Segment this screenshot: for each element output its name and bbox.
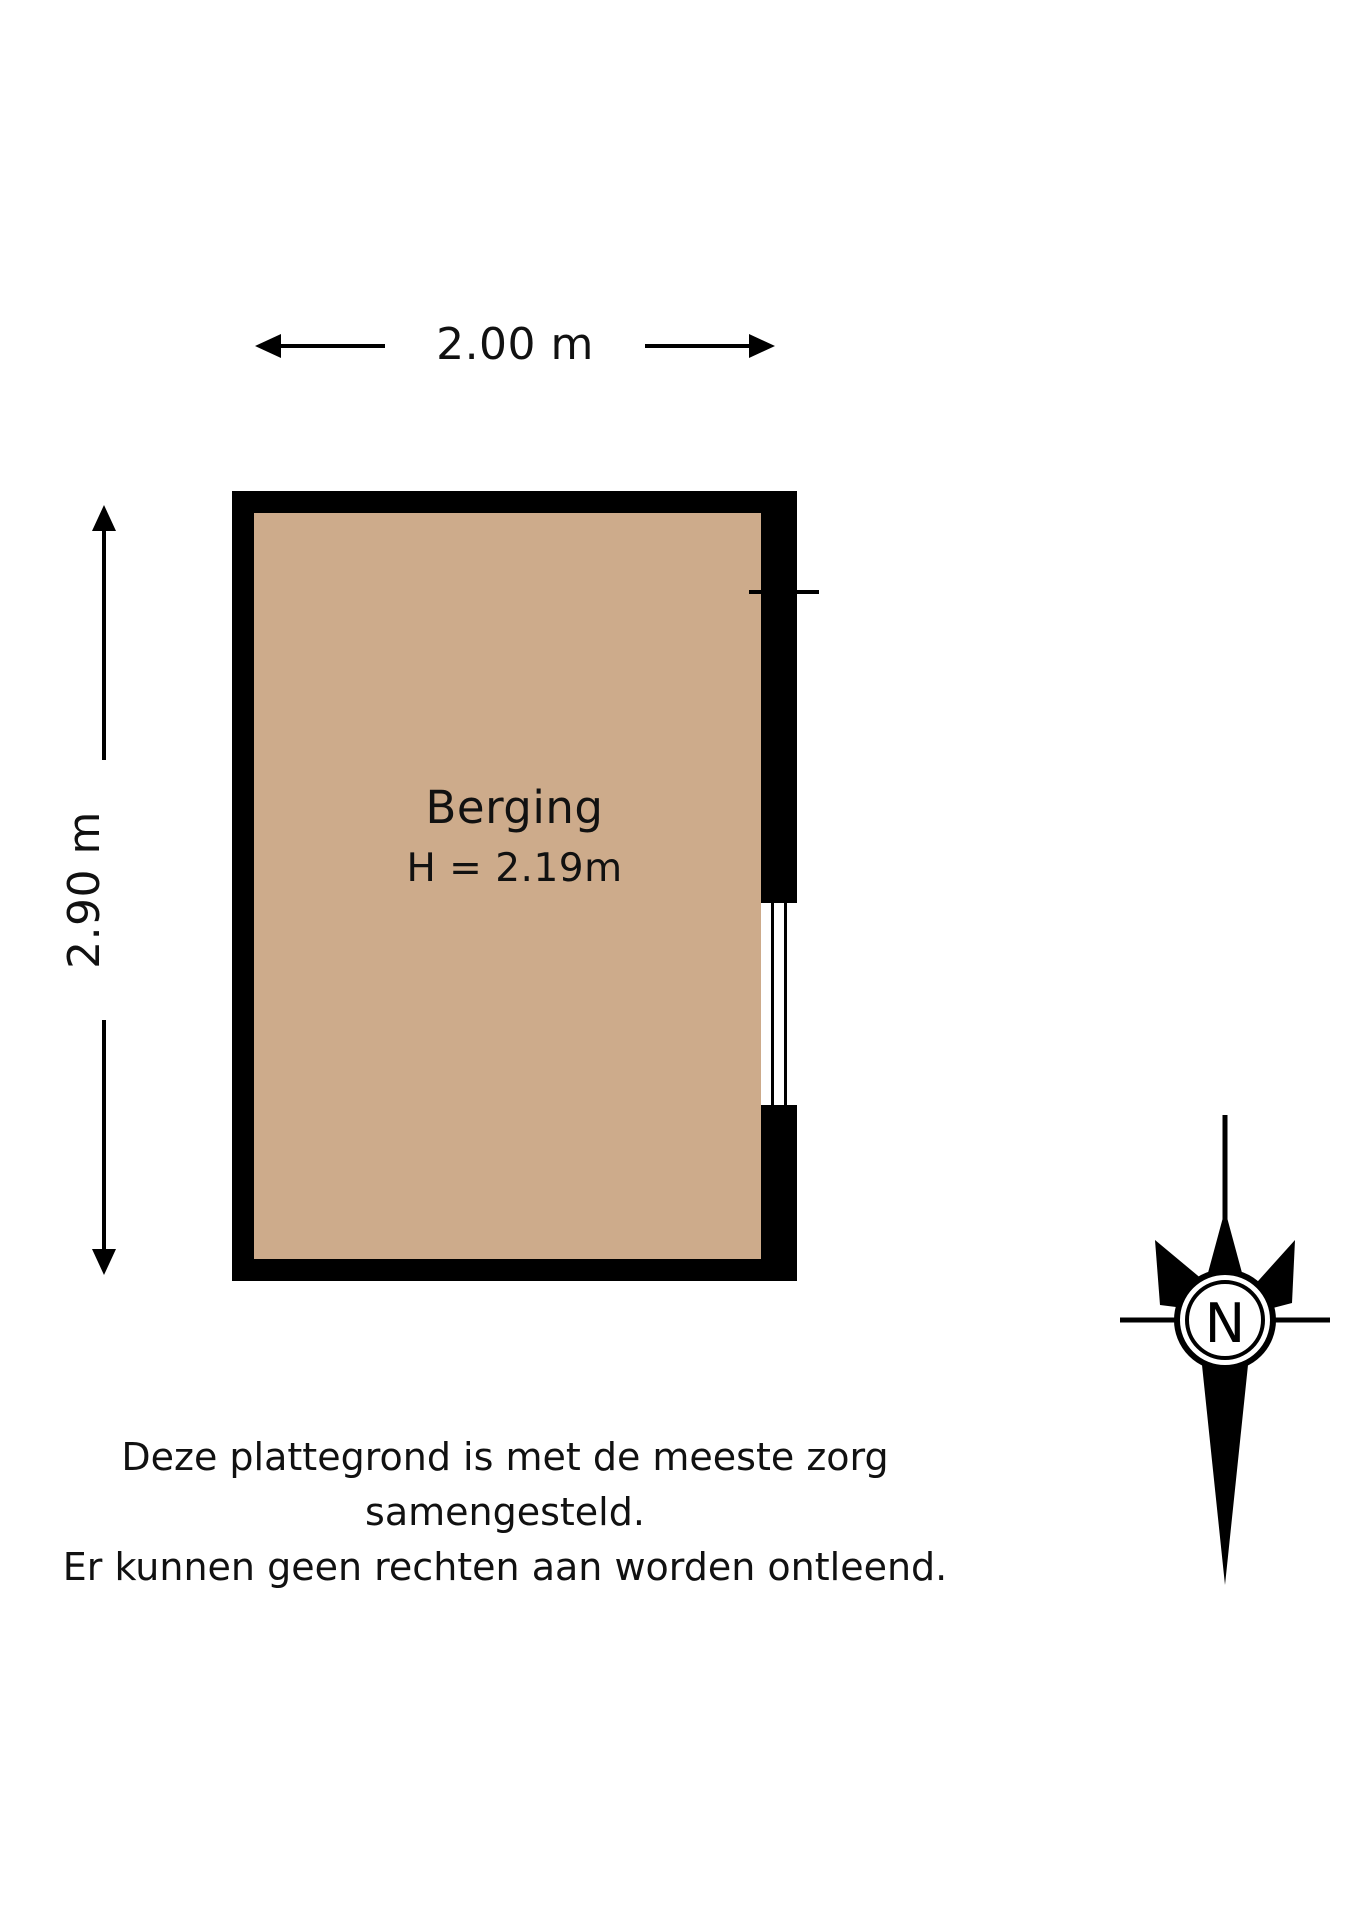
dimension-width-label: 2.00 m [385,310,645,380]
window-center-tick-icon [749,590,819,594]
arrow-down-icon [92,1249,116,1275]
compass-icon [1120,1115,1330,1585]
dimension-depth [30,505,140,1275]
disclaimer-line-2: Er kunnen geen rechten aan worden ontleend. [62,1545,948,1590]
dimension-width [255,310,775,380]
room-height-label: H = 2.19m [406,846,623,891]
room-berging [232,491,797,1281]
compass-rose [1120,1115,1330,1585]
compass-north-letter: N [1204,1292,1246,1355]
arrow-right-icon [749,334,775,358]
room-name-label: Berging [425,781,604,834]
window-symbol [761,898,797,1110]
dimension-depth-label: 2.90 m [25,760,145,1020]
disclaimer-line-1: Deze plattegrond is met de meeste zorg samengesteld. [121,1435,889,1535]
disclaimer-text [0,1430,1010,1595]
